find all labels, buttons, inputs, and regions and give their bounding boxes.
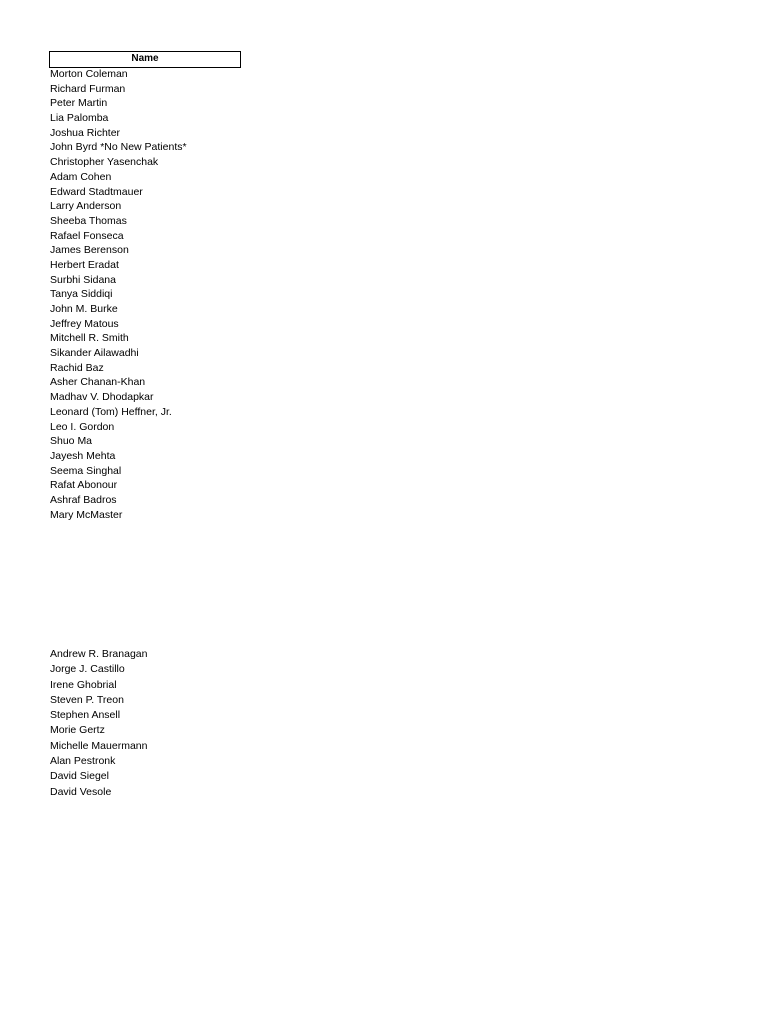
name-cell: James Berenson xyxy=(50,244,129,257)
name-cell: Andrew R. Branagan xyxy=(50,648,148,660)
name-cell: Tanya Siddiqi xyxy=(50,288,113,301)
name-cell: John M. Burke xyxy=(50,303,118,315)
name-cell: Herbert Eradat xyxy=(50,258,119,271)
name-cell: Jayesh Mehta xyxy=(50,449,116,462)
name-cell: Lia Palomba xyxy=(50,112,109,125)
name-cell: David Siegel xyxy=(50,770,109,783)
name-cell: Rachid Baz xyxy=(50,361,104,374)
name-cell: Peter Martin xyxy=(50,97,108,110)
name-cell: Surbhi Sidana xyxy=(50,273,116,286)
name-cell: Madhav V. Dhodapkar xyxy=(50,391,154,404)
name-cell: Rafat Abonour xyxy=(50,479,118,492)
name-list-group-1 xyxy=(50,67,187,522)
name-cell: Christopher Yasenchak xyxy=(50,156,159,169)
name-cell: Steven P. Treon xyxy=(50,693,124,706)
name-cell: Asher Chanan-Khan xyxy=(50,376,146,389)
name-column-header: Name xyxy=(49,51,241,68)
name-cell: Stephen Ansell xyxy=(50,709,121,722)
name-cell: Michelle Mauermann xyxy=(50,739,148,752)
name-cell: Rafael Fonseca xyxy=(50,229,124,242)
name-cell: John Byrd *No New Patients* xyxy=(50,141,187,154)
name-cell: Morie Gertz xyxy=(50,724,105,737)
name-cell: Jeffrey Matous xyxy=(50,317,119,330)
name-cell: Adam Cohen xyxy=(50,170,112,183)
name-cell: Leo I. Gordon xyxy=(50,420,115,433)
name-cell: Jorge J. Castillo xyxy=(50,663,125,676)
name-cell: Shuo Ma xyxy=(50,435,93,448)
name-cell: Ashraf Badros xyxy=(50,493,117,506)
name-cell: Leonard (Tom) Heffner, Jr. xyxy=(50,405,172,418)
name-cell: Morton Coleman xyxy=(50,68,128,80)
name-cell: Mitchell R. Smith xyxy=(50,332,129,345)
name-cell: Mary McMaster xyxy=(50,508,123,521)
name-cell: Sheeba Thomas xyxy=(50,214,127,227)
name-cell: Alan Pestronk xyxy=(50,755,116,768)
name-list-group-2 xyxy=(50,647,147,800)
name-cell: Seema Singhal xyxy=(50,464,122,477)
name-cell: Joshua Richter xyxy=(50,126,121,139)
name-cell: David Vesole xyxy=(50,785,112,798)
name-cell: Richard Furman xyxy=(50,82,126,95)
name-cell: Edward Stadtmauer xyxy=(50,185,143,198)
name-cell: Larry Anderson xyxy=(50,200,122,213)
name-cell: Sikander Ailawadhi xyxy=(50,347,139,360)
name-cell: Irene Ghobrial xyxy=(50,678,117,691)
